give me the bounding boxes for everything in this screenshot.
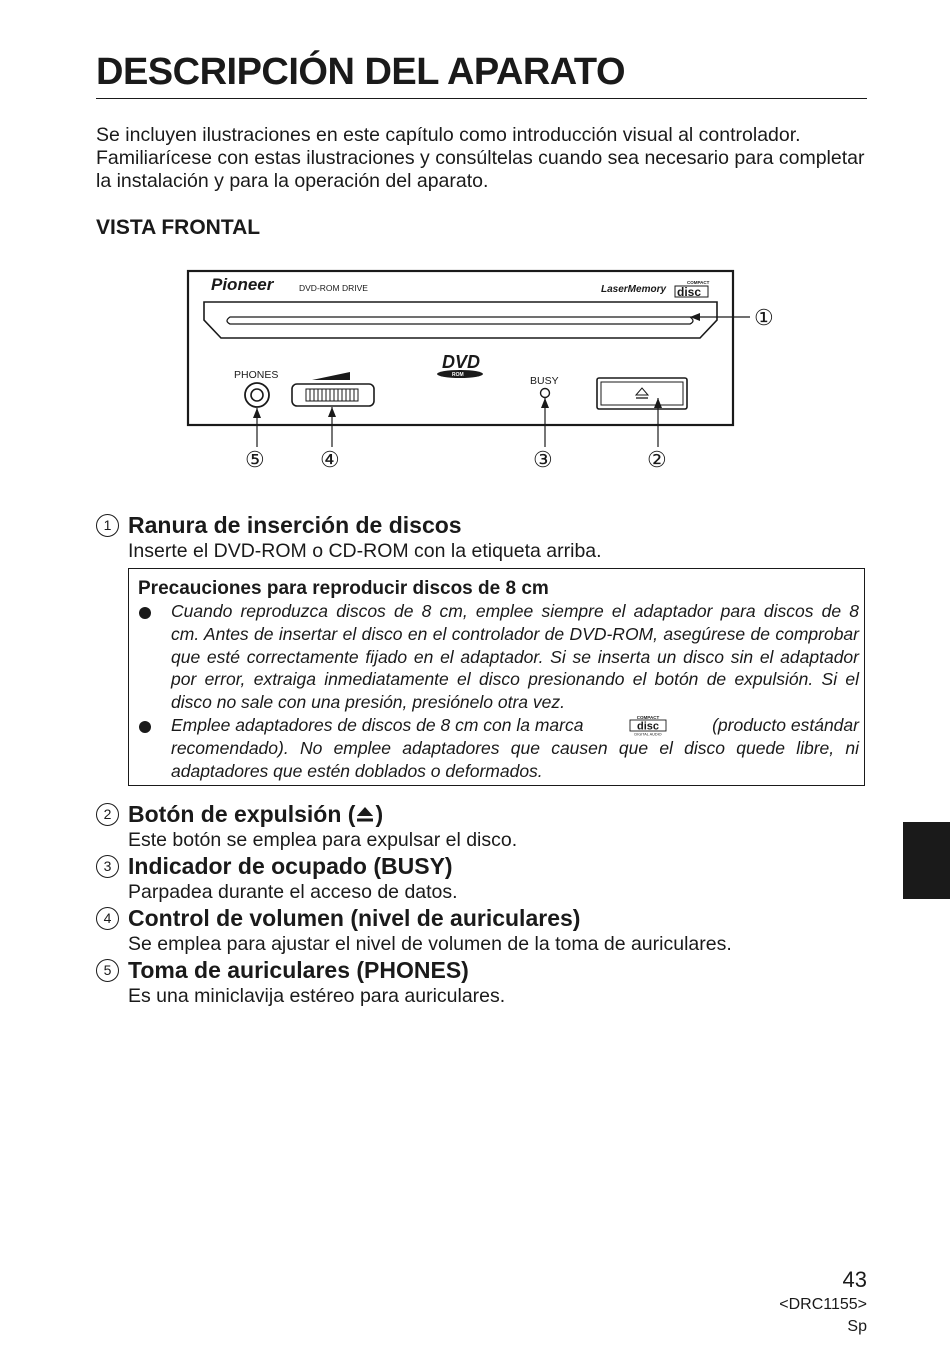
caution-line: [171, 714, 859, 737]
phones-label: PHONES: [234, 369, 279, 381]
section-tab: [903, 822, 950, 899]
caution-line: por error, extraiga inmediatamente el disco presionando el botón de expulsión. Si el: [171, 669, 859, 689]
item-5-description: Es una miniclavija estéreo para auriculares.: [128, 985, 506, 1007]
item-1-description: Inserte el DVD-ROM o CD-ROM con la etiqueta arriba.: [128, 540, 602, 562]
item-number: 1: [96, 514, 119, 537]
caution-title: Precauciones para reproducir discos de 8 cm: [138, 578, 549, 599]
document-id: <DRC1155>: [779, 1296, 867, 1313]
lasermemory-logo: LaserMemory: [601, 284, 667, 295]
compact-disc-digital-audio-logo-icon: [628, 714, 668, 736]
caution-box: [128, 568, 865, 786]
intro-line: Se incluyen ilustraciones en este capítulo como introducción visual al controlador.: [96, 124, 801, 146]
eject-icon: [636, 388, 648, 395]
volume-wedge: [312, 372, 350, 380]
intro-paragraph: [96, 124, 876, 193]
page-title: DESCRIPCIÓN DEL APARATO: [96, 52, 867, 99]
item-title: Toma de auriculares (PHONES): [128, 957, 469, 983]
svg-text:disc: disc: [636, 720, 659, 733]
callout-4: ④: [320, 447, 340, 472]
intro-line: Familiarícese con estas ilustraciones y consúltelas cuando sea necesario para completar: [96, 147, 865, 169]
brand-logo: Pioneer: [211, 275, 274, 294]
compact-label: COMPACT: [687, 280, 710, 285]
item-4-description: Se emplea para ajustar el nivel de volumen de la toma de auriculares.: [128, 933, 732, 955]
callout-1: ①: [754, 305, 774, 330]
callout-5: ⑤: [245, 447, 265, 472]
caution-line: adaptadores que estén doblados o deformados.: [171, 761, 543, 781]
item-title: Ranura de inserción de discos: [128, 512, 462, 538]
intro-line: la instalación y para la operación del aparato.: [96, 170, 489, 192]
callout-2: ②: [647, 447, 667, 472]
eject-button: [597, 378, 687, 409]
caution-line: recomendado). No emplee adaptadores que causen que el disco quede libre, ni: [171, 738, 859, 758]
page-number: 43: [842, 1267, 867, 1292]
caution-line: que esté correctamente fijado en el adaptador. Si se inserta un disco sin el adaptador: [171, 647, 859, 667]
caution-line: cm. Antes de insertar el disco en el controlador de DVD-ROM, asegúrese de comprobar: [171, 624, 859, 644]
item-number: 4: [96, 907, 119, 930]
item-3-description: Parpadea durante el acceso de datos.: [128, 881, 458, 903]
language-code: Sp: [847, 1318, 867, 1335]
item-title: Botón de expulsión (: [128, 801, 356, 827]
eject-icon: [355, 804, 375, 824]
bullet-icon: [139, 721, 151, 733]
callout-3: ③: [533, 447, 553, 472]
item-number: 5: [96, 959, 119, 982]
caution-text: (producto estándar: [712, 715, 859, 735]
svg-text:COMPACT: COMPACT: [636, 715, 659, 721]
item-number: 3: [96, 855, 119, 878]
item-3-heading: [96, 852, 453, 880]
svg-text:DIGITAL AUDIO: DIGITAL AUDIO: [634, 732, 662, 737]
bullet-icon: [139, 607, 151, 619]
model-label: DVD-ROM DRIVE: [299, 283, 368, 293]
caution-line: disco no sale con una presión, presiónelo otra vez.: [171, 692, 565, 712]
item-2-heading: [96, 800, 383, 828]
front-panel-illustration: [180, 262, 790, 477]
disc-label: disc: [677, 285, 702, 299]
item-1-heading: [96, 511, 462, 539]
item-2-description: Este botón se emplea para expulsar el disco.: [128, 829, 518, 851]
item-4-heading: [96, 904, 580, 932]
volume-control: [292, 384, 374, 406]
busy-label: BUSY: [530, 375, 559, 387]
item-title: Indicador de ocupado (BUSY): [128, 853, 453, 879]
dvd-label: DVD: [442, 352, 481, 372]
item-title: Control de volumen (nivel de auriculares): [128, 905, 581, 931]
phones-jack: [245, 383, 269, 407]
caution-text: Emplee adaptadores de discos de 8 cm con la marca: [171, 715, 584, 735]
item-number: 2: [96, 803, 119, 826]
caution-line: Cuando reproduzca discos de 8 cm, emplee siempre el adaptador para discos de 8: [171, 601, 859, 621]
section-heading: VISTA FRONTAL: [96, 216, 261, 239]
rom-label: ROM: [452, 372, 464, 378]
busy-indicator: [541, 389, 550, 398]
disc-slot: [204, 302, 717, 338]
item-title-suffix: ): [375, 801, 384, 827]
item-5-heading: [96, 956, 469, 984]
